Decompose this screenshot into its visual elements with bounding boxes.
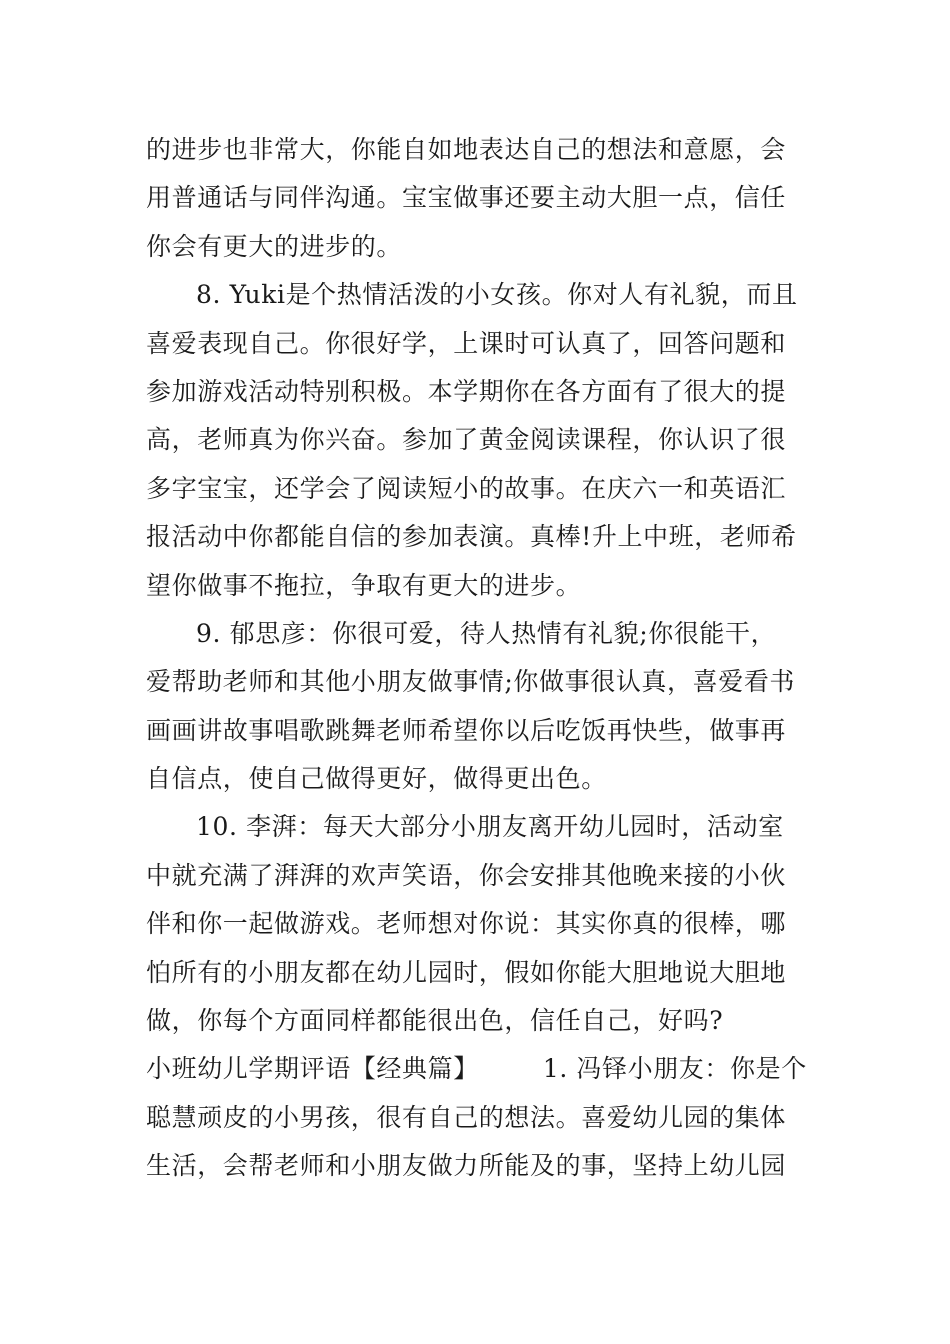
document-body bbox=[146, 126, 806, 1191]
text-line: 8. Yuki是个热情活泼的小女孩。你对人有礼貌，而且 bbox=[196, 280, 798, 310]
text-line: 望你做事不拖拉，争取有更大的进步。 bbox=[146, 570, 582, 600]
text-line: 聪慧顽皮的小男孩，很有自己的想法。喜爱幼儿园的集体 bbox=[146, 1102, 787, 1132]
text-line: 伴和你一起做游戏。老师想对你说：其实你真的很棒，哪 bbox=[146, 909, 787, 939]
text-line: 用普通话与同伴沟通。宝宝做事还要主动大胆一点，信任 bbox=[146, 183, 787, 213]
text-line: 生活，会帮老师和小朋友做力所能及的事，坚持上幼儿园 bbox=[146, 1151, 787, 1181]
text-line: 参加游戏活动特别积极。本学期你在各方面有了很大的提 bbox=[146, 376, 787, 406]
text-line: 做，你每个方面同样都能很出色，信任自己，好吗? bbox=[146, 1006, 724, 1036]
text-line: 的进步也非常大，你能自如地表达自己的想法和意愿，会 bbox=[146, 135, 787, 164]
text-line: 中就充满了湃湃的欢声笑语，你会安排其他晚来接的小伙 bbox=[146, 860, 787, 890]
text-line: 9. 郁思彦：你很可爱，待人热情有礼貌;你很能干， bbox=[196, 618, 777, 648]
text-line: 自信点，使自己做得更好，做得更出色。 bbox=[146, 764, 607, 794]
text-line: 报活动中你都能自信的参加表演。真棒!升上中班，老师希 bbox=[146, 522, 797, 552]
text-line: 喜爱表现自己。你很好学，上课时可认真了，回答问题和 bbox=[146, 328, 787, 358]
text-line: 1. 冯铎小朋友：你是个 bbox=[542, 1054, 807, 1084]
text-line: 高，老师真为你兴奋。参加了黄金阅读课程，你认识了很 bbox=[146, 425, 787, 455]
text-line: 多字宝宝，还学会了阅读短小的故事。在庆六一和英语汇 bbox=[146, 473, 787, 503]
text-line: 你会有更大的进步的。 bbox=[146, 231, 403, 261]
text-line: 画画讲故事唱歌跳舞老师希望你以后吃饭再快些，做事再 bbox=[146, 715, 787, 745]
text-line: 10. 李湃：每天大部分小朋友离开幼儿园时，活动室 bbox=[196, 812, 784, 842]
section-first-line bbox=[146, 1045, 806, 1093]
section-heading: 小班幼儿学期评语【经典篇】 bbox=[146, 1054, 479, 1084]
text-line: 怕所有的小朋友都在幼儿园时，假如你能大胆地说大胆地 bbox=[146, 957, 787, 987]
text-line: 爱帮助老师和其他小朋友做事情;你做事很认真，喜爱看书 bbox=[146, 667, 796, 697]
